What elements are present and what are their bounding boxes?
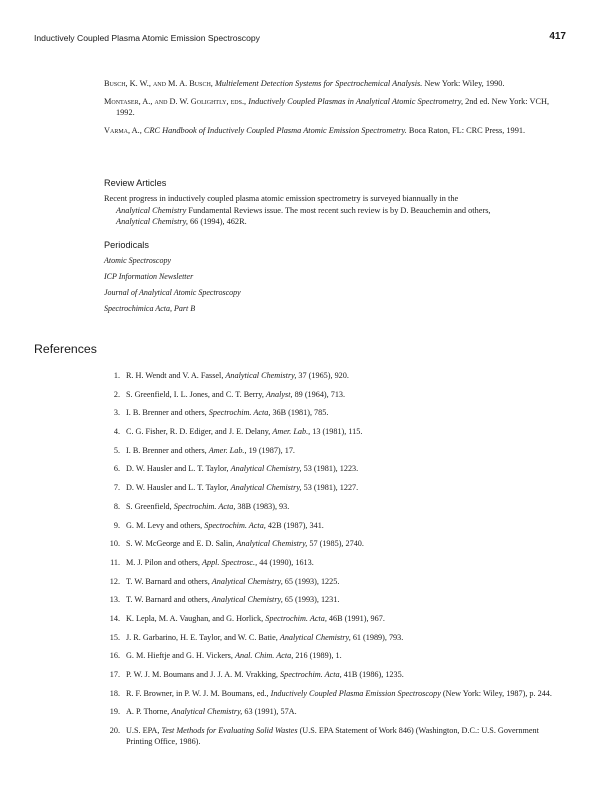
- running-title: Inductively Coupled Plasma Atomic Emission Spectroscopy: [34, 33, 260, 43]
- reference-journal: Amer. Lab.,: [272, 427, 311, 437]
- reference-item: [104, 725, 564, 748]
- reference-details: 46B (1991), 967.: [326, 613, 385, 623]
- periodical-item: Journal of Analytical Atomic Spectroscopy: [104, 288, 241, 297]
- journal-title: Analytical Chemistry,: [116, 217, 188, 226]
- reference-details: 53 (1981), 1223.: [301, 464, 359, 474]
- reference-authors: S. Greenfield, I. L. Jones, and C. T. Berry,: [126, 389, 266, 399]
- reference-authors: C. G. Fisher, R. D. Ediger, and J. E. Delany,: [126, 427, 273, 437]
- reference-item: [104, 501, 564, 512]
- reference-details: 65 (1993), 1225.: [282, 576, 340, 586]
- references-list: [104, 370, 564, 755]
- book-list: [104, 78, 560, 142]
- review-text: 66 (1994), 462R.: [187, 217, 247, 226]
- reference-authors: M. J. Pilon and others,: [126, 557, 202, 567]
- review-text: Recent progress in inductively coupled plasma atomic emission spectrometry is surveyed biannually in the: [104, 194, 459, 203]
- reference-number: 16.: [109, 651, 120, 661]
- reference-authors: T. W. Barnard and others,: [126, 595, 212, 605]
- reference-journal: Appl. Spectrosc.,: [201, 557, 258, 567]
- reference-details: 19 (1987), 17.: [246, 445, 295, 455]
- reference-item: [104, 463, 564, 474]
- reference-details: 38B (1983), 93.: [235, 501, 290, 511]
- reference-authors: U.S. EPA,: [126, 726, 162, 736]
- reference-details: (New York: Wiley, 1987), p. 244.: [440, 688, 552, 698]
- reference-details: 63 (1991), 57A.: [242, 707, 297, 717]
- review-paragraph: [104, 193, 560, 228]
- reference-item: [104, 669, 564, 680]
- reference-authors: G. M. Hieftje and G. H. Vickers,: [126, 651, 235, 661]
- reference-item: [104, 576, 564, 587]
- reference-item: [104, 650, 564, 661]
- review-heading: Review Articles: [104, 178, 167, 188]
- reference-item: [104, 370, 564, 381]
- reference-authors: A. P. Thorne,: [126, 707, 172, 717]
- reference-number: 9.: [113, 520, 120, 530]
- book-title: Multielement Detection Systems for Spectrochemical Analysis.: [214, 79, 423, 88]
- reference-number: 13.: [109, 595, 120, 605]
- book-entry: [104, 78, 560, 90]
- book-publisher: Boca Raton, FL: CRC Press, 1991.: [406, 125, 526, 135]
- reference-number: 7.: [113, 483, 120, 493]
- book-author: Busch, K. W., and M. A. Busch,: [104, 79, 213, 88]
- periodicals-heading: Periodicals: [104, 240, 149, 250]
- reference-item: [104, 520, 564, 531]
- reference-authors: R. F. Browner, in P. W. J. M. Boumans, ed.,: [126, 688, 271, 698]
- reference-journal: Analytical Chemistry,: [230, 483, 302, 493]
- reference-authors: S. W. McGeorge and E. D. Salin,: [126, 539, 237, 549]
- reference-details: 41B (1986), 1235.: [341, 670, 404, 679]
- reference-journal: Spectrochim. Acta,: [280, 670, 342, 679]
- reference-journal: Spectrochim. Acta,: [265, 613, 327, 623]
- reference-number: 11.: [110, 557, 120, 567]
- reference-item: [104, 482, 564, 493]
- reference-number: 8.: [113, 501, 120, 511]
- reference-number: 1.: [113, 371, 120, 380]
- reference-authors: J. R. Garbarino, H. E. Taylor, and W. C. Batie,: [126, 632, 280, 642]
- review-section: [104, 178, 560, 228]
- reference-authors: G. M. Levy and others,: [126, 520, 205, 530]
- book-entry: [104, 125, 560, 137]
- reference-details: 65 (1993), 1231.: [282, 595, 340, 605]
- reference-journal: Spectrochim. Acta,: [204, 520, 266, 530]
- reference-journal: Analytical Chemistry,: [171, 707, 243, 717]
- periodical-item: Spectrochimica Acta, Part B: [104, 304, 196, 313]
- reference-number: 4.: [113, 427, 120, 437]
- reference-number: 14.: [109, 613, 120, 623]
- reference-details: 36B (1981), 785.: [270, 408, 329, 418]
- book-title: Inductively Coupled Plasmas in Analytical Atomic Spectrometry,: [248, 96, 464, 106]
- reference-journal: Analytical Chemistry,: [211, 595, 283, 605]
- reference-journal: Analytical Chemistry,: [225, 371, 297, 380]
- reference-details: 89 (1964), 713.: [292, 389, 346, 399]
- reference-number: 2.: [113, 389, 120, 399]
- reference-journal: Spectrochim. Acta,: [208, 408, 271, 418]
- reference-item: [104, 407, 564, 418]
- reference-journal: Anal. Chim. Acta,: [234, 651, 294, 661]
- reference-details: 53 (1981), 1227.: [301, 483, 359, 493]
- references-heading: References: [34, 342, 97, 356]
- reference-number: 10.: [109, 539, 120, 549]
- reference-item: [104, 445, 564, 456]
- reference-item: [104, 389, 564, 400]
- book-author: Montaser, A., and D. W. Golightly, eds.,: [104, 96, 247, 106]
- reference-number: 15.: [109, 632, 120, 642]
- reference-item: [104, 688, 564, 699]
- reference-authors: T. W. Barnard and others,: [126, 576, 212, 586]
- reference-details: 61 (1989), 793.: [350, 632, 404, 642]
- reference-authors: D. W. Hausler and L. T. Taylor,: [126, 483, 231, 493]
- reference-number: 18.: [109, 688, 120, 698]
- reference-journal: Analytical Chemistry,: [230, 464, 302, 474]
- book-author: Varma, A.,: [104, 125, 142, 135]
- reference-item: [104, 594, 564, 605]
- reference-journal: Inductively Coupled Plasma Emission Spectroscopy: [270, 688, 441, 698]
- journal-title: Analytical Chemistry: [116, 205, 187, 215]
- book-title: CRC Handbook of Inductively Coupled Plasma Atomic Emission Spectrometry.: [143, 125, 407, 135]
- reference-details: 42B (1987), 341.: [265, 520, 324, 530]
- reference-details: 44 (1990), 1613.: [257, 557, 314, 567]
- reference-number: 20.: [109, 726, 120, 736]
- reference-authors: D. W. Hausler and L. T. Taylor,: [126, 464, 231, 474]
- reference-journal: Analytical Chemistry,: [279, 632, 351, 642]
- reference-number: 17.: [109, 670, 120, 679]
- reference-details: 37 (1965), 920.: [296, 371, 349, 380]
- reference-journal: Amer. Lab.,: [208, 445, 247, 455]
- reference-journal: Analytical Chemistry,: [211, 576, 283, 586]
- reference-item: [104, 426, 564, 437]
- reference-authors: R. H. Wendt and V. A. Fassel,: [126, 371, 226, 380]
- periodical-item: ICP Information Newsletter: [104, 272, 194, 281]
- reference-number: 12.: [109, 576, 120, 586]
- book-publisher: New York: Wiley, 1990.: [422, 79, 505, 88]
- reference-item: [104, 557, 564, 568]
- reference-authors: S. Greenfield,: [126, 501, 174, 511]
- reference-number: 3.: [113, 408, 120, 418]
- reference-authors: I. B. Brenner and others,: [126, 445, 209, 455]
- reference-item: [104, 613, 564, 624]
- reference-number: 6.: [113, 464, 120, 474]
- reference-details: 13 (1981), 115.: [310, 427, 363, 437]
- reference-details: 216 (1989), 1.: [293, 651, 342, 661]
- reference-journal: Test Methods for Evaluating Solid Wastes: [161, 726, 298, 736]
- book-publisher: 2nd ed. New York: VCH, 1992.: [116, 96, 550, 117]
- reference-details: 57 (1985), 2740.: [307, 539, 364, 549]
- reference-number: 19.: [109, 707, 120, 717]
- reference-item: [104, 538, 564, 549]
- reference-authors: I. B. Brenner and others,: [126, 408, 209, 418]
- periodical-item: Atomic Spectroscopy: [104, 256, 172, 265]
- reference-item: [104, 632, 564, 643]
- book-entry: [104, 96, 560, 119]
- page-number: 417: [549, 31, 566, 42]
- reference-authors: P. W. J. M. Boumans and J. J. A. M. Vrakking,: [126, 670, 281, 679]
- periodicals-section: [104, 240, 560, 319]
- reference-journal: Analyst,: [265, 389, 293, 399]
- reference-item: [104, 706, 564, 717]
- reference-journal: Spectrochim. Acta,: [173, 501, 236, 511]
- reference-details: (U.S. EPA Statement of Work 846) (Washington, D.C.: U.S. Government Printing Office, 1986).: [126, 726, 539, 747]
- reference-authors: K. Lepla, M. A. Vaughan, and G. Horlick,: [126, 613, 266, 623]
- reference-journal: Analytical Chemistry,: [236, 539, 308, 549]
- review-text: Fundamental Reviews issue. The most recent such review is by D. Beauchemin and others,: [186, 205, 491, 215]
- reference-number: 5.: [113, 445, 120, 455]
